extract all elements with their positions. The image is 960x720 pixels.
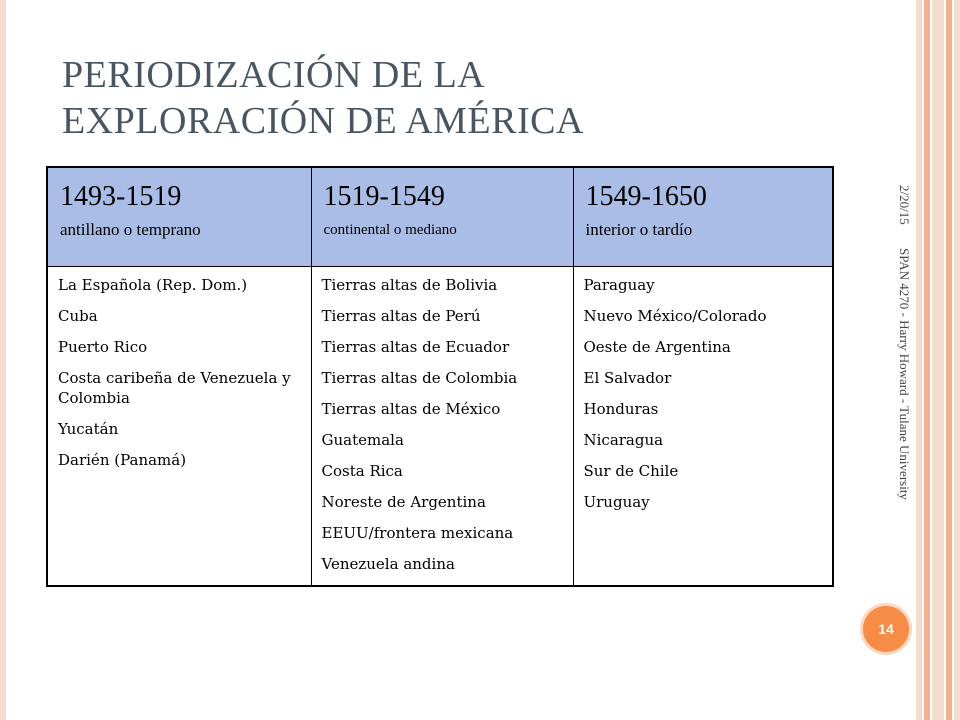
period-years: 1549-1650 [585, 181, 707, 212]
slide-date: 2/20/15 [897, 185, 912, 225]
list-item: Nuevo México/Colorado [583, 307, 767, 325]
list-item: Tierras altas de Perú [321, 307, 481, 325]
region-list-cell-3 [573, 267, 833, 587]
period-header-1 [47, 167, 311, 267]
list-item: Darién (Panamá) [58, 451, 187, 469]
list-item: Costa caribeña de Venezuela y Colombia [58, 369, 291, 407]
list-item: Tierras altas de Colombia [321, 369, 518, 387]
period-header-3 [573, 167, 833, 267]
course-footer: SPAN 4270 - Harry Howard - Tulane University [897, 248, 912, 500]
list-item: Honduras [583, 400, 659, 418]
list-item: Cuba [58, 307, 98, 325]
list-item: Nicaragua [583, 431, 664, 449]
list-item: Tierras altas de México [321, 400, 501, 418]
list-item: Paraguay [583, 276, 655, 294]
table-body-row [47, 267, 833, 587]
list-item: Venezuela andina [321, 555, 455, 573]
periodization-table [46, 166, 834, 587]
right-stripe-decoration [916, 0, 960, 720]
list-item: Costa Rica [321, 462, 403, 480]
left-edge-decoration [0, 0, 6, 720]
list-item: Puerto Rico [58, 338, 148, 356]
list-item: Tierras altas de Ecuador [321, 338, 510, 356]
list-item: Uruguay [583, 493, 650, 511]
period-years: 1493-1519 [60, 181, 182, 212]
slide-title-line-1: PERIODIZACIÓN DE LA [62, 54, 486, 96]
period-label: continental o mediano [323, 222, 457, 238]
list-item: Yucatán [58, 420, 119, 438]
period-header-2 [311, 167, 573, 267]
period-label: antillano o temprano [60, 220, 201, 239]
slide-title-line-2: EXPLORACIÓN DE AMÉRICA [62, 100, 584, 142]
period-years: 1519-1549 [323, 181, 445, 212]
list-item: EEUU/frontera mexicana [321, 524, 514, 542]
period-label: interior o tardío [585, 220, 693, 239]
region-list-cell-1 [47, 267, 311, 587]
list-item: Noreste de Argentina [321, 493, 486, 511]
slide-title [62, 52, 842, 144]
list-item: Tierras altas de Bolivia [321, 276, 498, 294]
table-header-row [47, 167, 833, 267]
list-item: La Española (Rep. Dom.) [58, 276, 248, 294]
page-number-badge: 14 [860, 603, 912, 655]
region-list-cell-2 [311, 267, 573, 587]
list-item: Guatemala [321, 431, 404, 449]
list-item: Oeste de Argentina [583, 338, 731, 356]
list-item: El Salvador [583, 369, 672, 387]
list-item: Sur de Chile [583, 462, 679, 480]
